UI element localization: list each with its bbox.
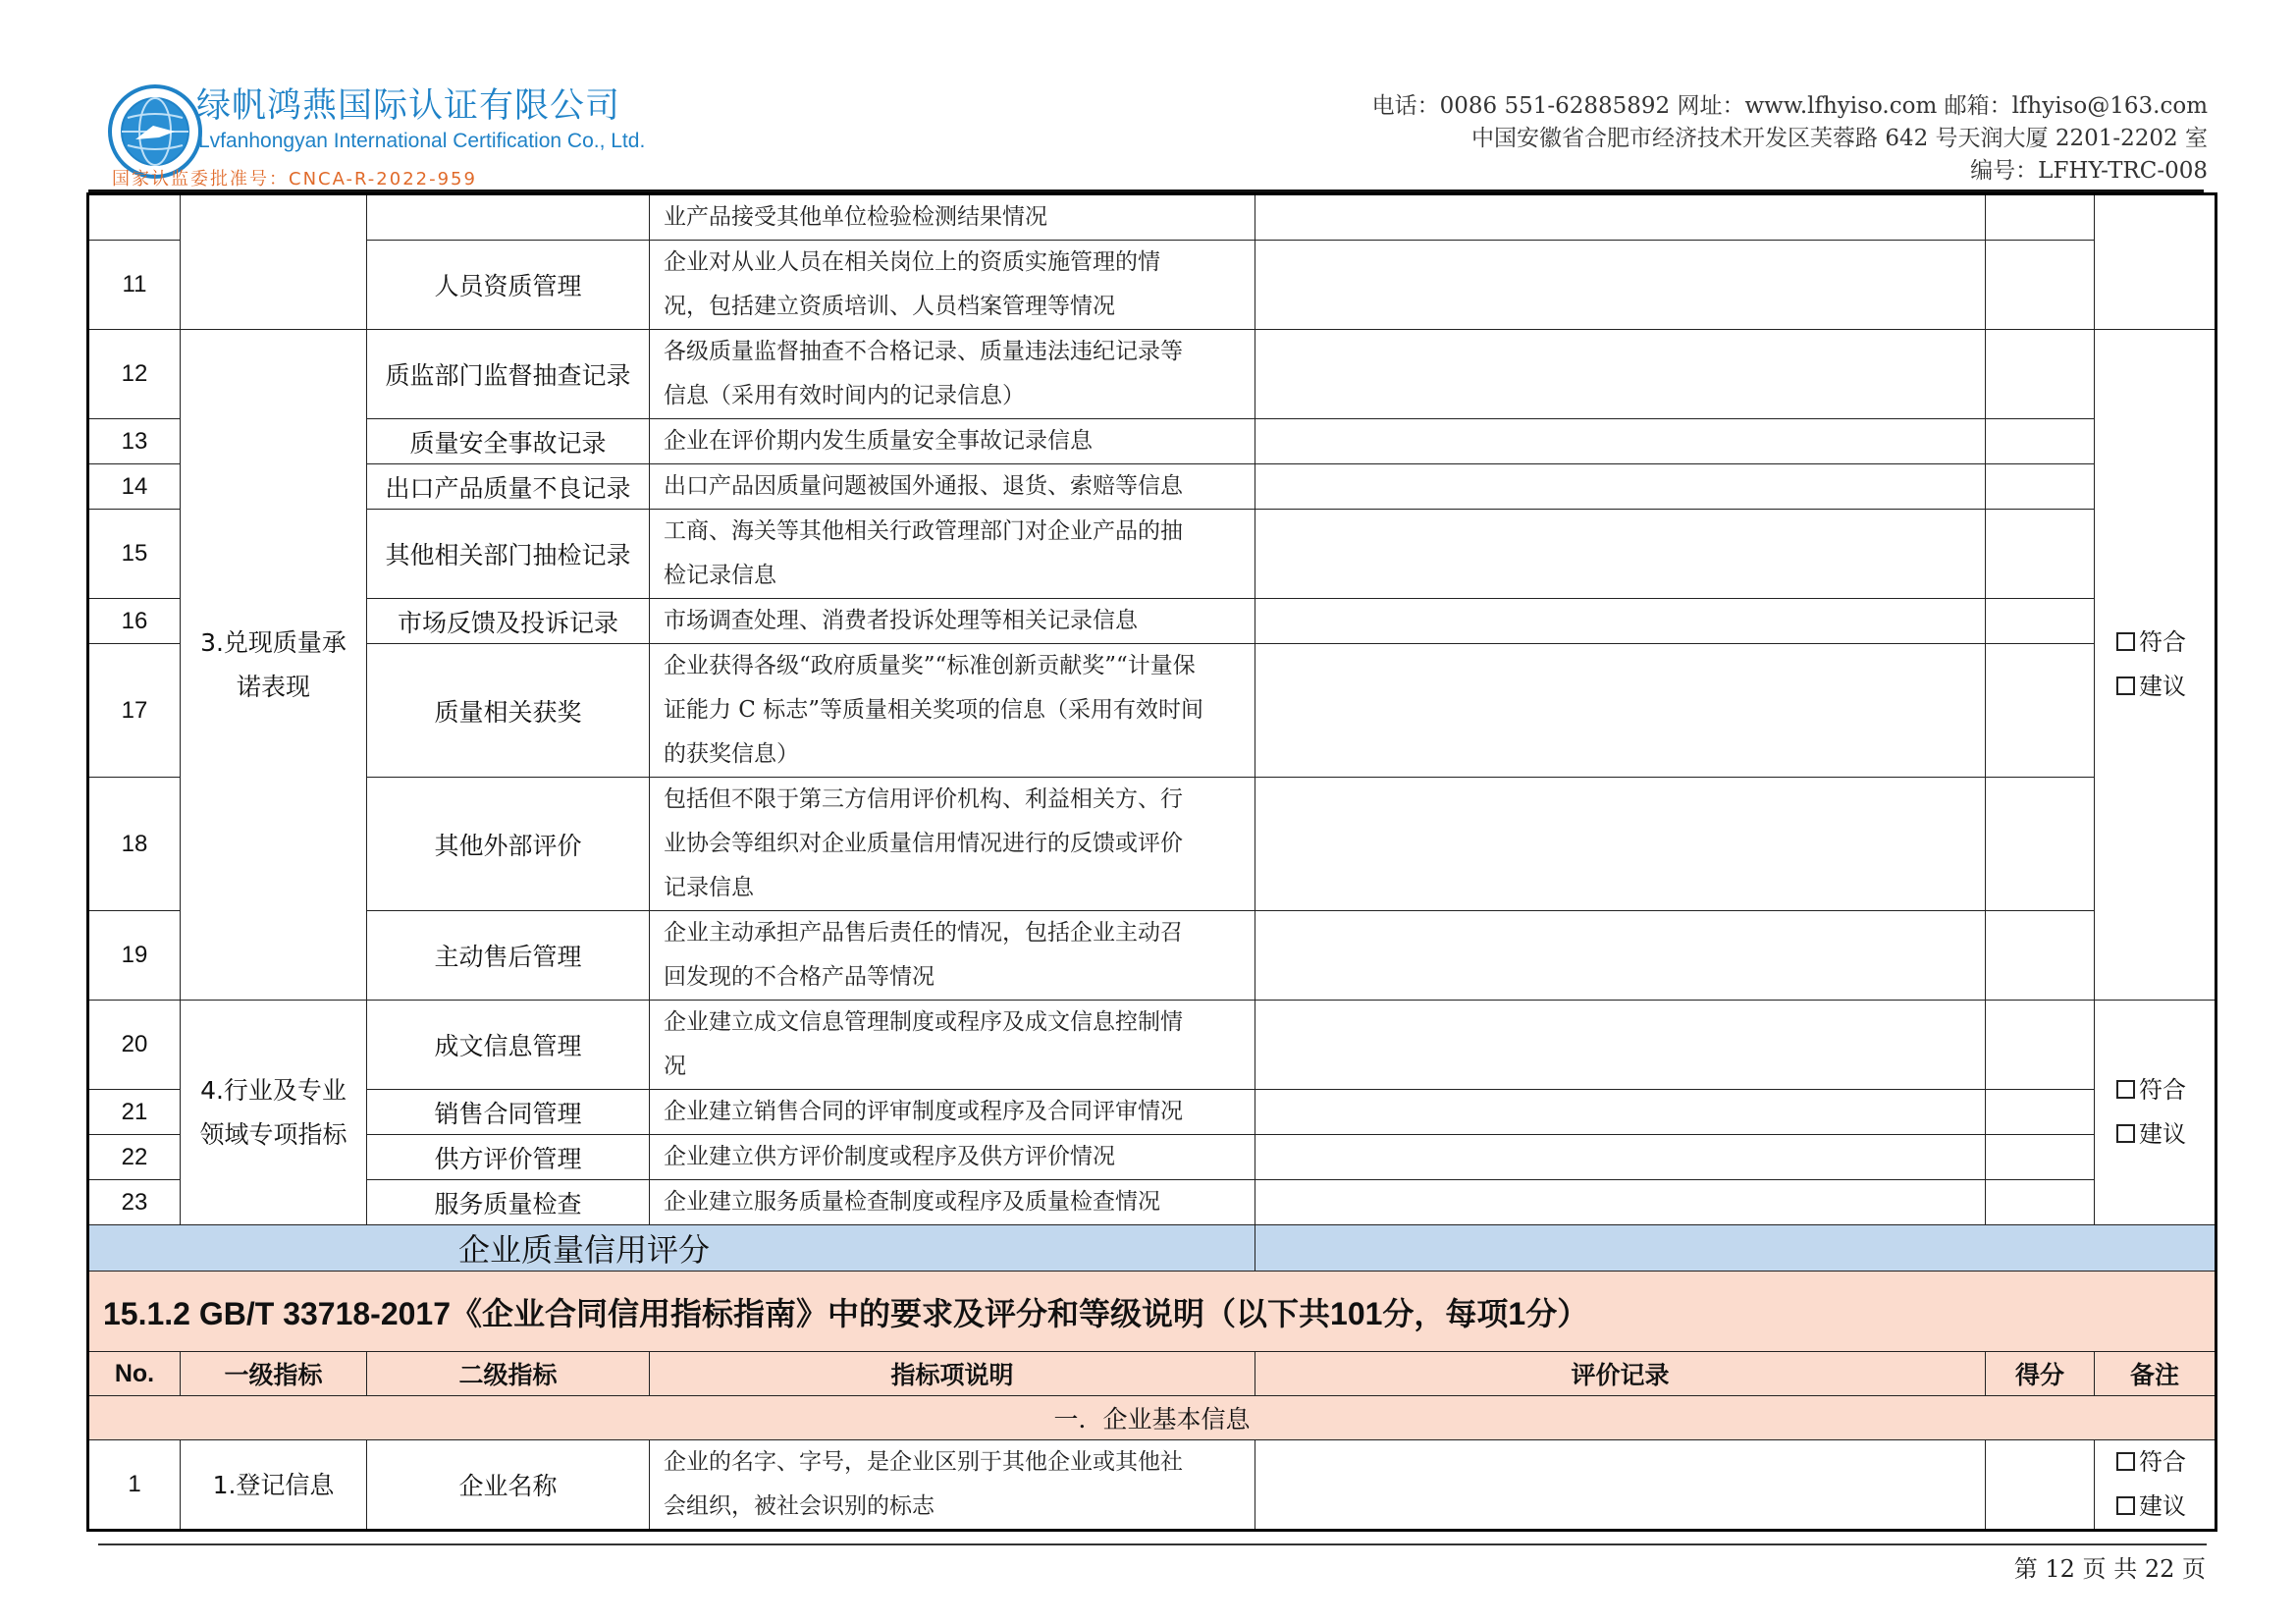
score-cell[interactable] (1986, 194, 2095, 241)
score-cell[interactable] (1986, 644, 2095, 778)
evaluation-record-cell[interactable] (1255, 644, 1986, 778)
table-row (88, 599, 2216, 644)
col-header-score: 得分 (1986, 1352, 2095, 1396)
conform-checkbox[interactable]: 符合 (2116, 1440, 2215, 1485)
evaluation-record-cell[interactable] (1255, 241, 1986, 330)
row-number (88, 194, 181, 241)
indicator-description: 出口产品因质量问题被国外通报、退货、索赔等信息 (650, 464, 1255, 510)
indicator-description: 市场调查处理、消费者投诉处理等相关记录信息 (650, 599, 1255, 644)
company-name-cn: 绿帆鸿燕国际认证有限公司 (196, 86, 621, 126)
level2-cell: 企业名称 (367, 1440, 650, 1531)
approval-number: 国家认监委批准号：CNCA-R-2022-959 (112, 169, 477, 189)
level2-cell (367, 194, 650, 241)
level1-cell: 1.登记信息 (181, 1440, 367, 1531)
evaluation-record-cell[interactable] (1255, 1001, 1986, 1090)
col-header-description: 指标项说明 (650, 1352, 1255, 1396)
conform-checkbox[interactable]: 符合 (2116, 621, 2215, 665)
score-cell[interactable] (1986, 1180, 2095, 1225)
level2-cell: 其他相关部门抽检记录 (367, 510, 650, 599)
evaluation-record-cell[interactable] (1255, 194, 1986, 241)
row-number: 22 (88, 1135, 181, 1180)
score-cell[interactable] (1986, 330, 2095, 419)
company-logo (106, 75, 646, 190)
row-number: 21 (88, 1090, 181, 1135)
evaluation-record-cell[interactable] (1255, 1180, 1986, 1225)
indicator-description: 企业建立服务质量检查制度或程序及质量检查情况 (650, 1180, 1255, 1225)
score-cell[interactable] (1986, 1440, 2095, 1531)
section-title: 一．企业基本信息 (88, 1396, 2216, 1440)
level2-cell: 出口产品质量不良记录 (367, 464, 650, 510)
suggest-checkbox[interactable]: 建议 (2116, 1112, 2215, 1157)
indicator-description: 业产品接受其他单位检验检测结果情况 (650, 194, 1255, 241)
table-row (88, 644, 2216, 778)
remark-cell (2095, 330, 2216, 1001)
row-number: 16 (88, 599, 181, 644)
indicator-description: 企业主动承担产品售后责任的情况，包括企业主动召 回发现的不合格产品等情况 (650, 911, 1255, 1001)
indicator-description: 包括但不限于第三方信用评价机构、利益相关方、行 业协会等组织对企业质量信用情况进行的反馈或评价 记录信息 (650, 778, 1255, 911)
checkbox-icon (2116, 1080, 2135, 1099)
table-row (88, 330, 2216, 419)
score-cell[interactable] (1986, 778, 2095, 911)
level2-cell: 销售合同管理 (367, 1090, 650, 1135)
evaluation-record-cell[interactable] (1255, 911, 1986, 1001)
indicator-description: 企业建立销售合同的评审制度或程序及合同评审情况 (650, 1090, 1255, 1135)
score-cell[interactable] (1986, 1001, 2095, 1090)
score-cell[interactable] (1986, 599, 2095, 644)
table-row (88, 241, 2216, 330)
footer-divider (98, 1543, 2207, 1545)
row-number: 12 (88, 330, 181, 419)
indicator-description: 各级质量监督抽查不合格记录、质量违法违纪记录等 信息（采用有效时间内的记录信息） (650, 330, 1255, 419)
level1-cell (181, 194, 367, 330)
table-row (88, 1440, 2216, 1531)
col-header-level1: 一级指标 (181, 1352, 367, 1396)
indicator-description: 工商、海关等其他相关行政管理部门对企业产品的抽 检记录信息 (650, 510, 1255, 599)
score-section-blank (1255, 1225, 2216, 1272)
score-cell[interactable] (1986, 464, 2095, 510)
col-header-remark: 备注 (2095, 1352, 2216, 1396)
indicator-description: 企业建立成文信息管理制度或程序及成文信息控制情 况 (650, 1001, 1255, 1090)
page-number: 第 12 页 共 22 页 (2013, 1555, 2206, 1583)
suggest-checkbox[interactable]: 建议 (2116, 1485, 2215, 1529)
table-row (88, 510, 2216, 599)
standard-title: 15.1.2 GB/T 33718-2017《企业合同信用指标指南》中的要求及评分和等级说明（以下共101分，每项1分） (88, 1272, 2216, 1352)
row-number: 18 (88, 778, 181, 911)
level2-cell: 人员资质管理 (367, 241, 650, 330)
table-row (88, 194, 2216, 241)
level1-cell: 4.行业及专业 领域专项指标 (181, 1001, 367, 1225)
company-name-en: Lvfanhongyan International Certification Co., Ltd. (198, 130, 646, 152)
checkbox-icon (2116, 632, 2135, 651)
table-row (88, 1090, 2216, 1135)
col-header-no: No. (88, 1352, 181, 1396)
indicator-description: 企业对从业人员在相关岗位上的资质实施管理的情 况，包括建立资质培训、人员档案管理等情况 (650, 241, 1255, 330)
score-cell[interactable] (1986, 911, 2095, 1001)
level2-cell: 质监部门监督抽查记录 (367, 330, 650, 419)
level2-cell: 质量安全事故记录 (367, 419, 650, 464)
indicator-description: 企业建立供方评价制度或程序及供方评价情况 (650, 1135, 1255, 1180)
column-header-row (88, 1352, 2216, 1396)
table-row (88, 911, 2216, 1001)
table-row (88, 1135, 2216, 1180)
table-row (88, 778, 2216, 911)
evaluation-record-cell[interactable] (1255, 1440, 1986, 1531)
level2-cell: 其他外部评价 (367, 778, 650, 911)
section-row (88, 1396, 2216, 1440)
row-number: 23 (88, 1180, 181, 1225)
evaluation-record-cell[interactable] (1255, 330, 1986, 419)
evaluation-record-cell[interactable] (1255, 510, 1986, 599)
contact-block (1372, 90, 2208, 188)
row-number: 14 (88, 464, 181, 510)
row-number: 15 (88, 510, 181, 599)
evaluation-record-cell[interactable] (1255, 778, 1986, 911)
row-number: 20 (88, 1001, 181, 1090)
level2-cell: 质量相关获奖 (367, 644, 650, 778)
table-row (88, 419, 2216, 464)
score-cell[interactable] (1986, 1135, 2095, 1180)
checkbox-icon (2116, 1452, 2135, 1471)
score-cell[interactable] (1986, 419, 2095, 464)
checkbox-icon (2116, 1496, 2135, 1515)
checkbox-icon (2116, 677, 2135, 695)
level2-cell: 市场反馈及投诉记录 (367, 599, 650, 644)
row-number: 13 (88, 419, 181, 464)
standard-title-row (88, 1272, 2216, 1352)
checkbox-icon (2116, 1124, 2135, 1143)
score-cell[interactable] (1986, 241, 2095, 330)
remark-cell (2095, 1001, 2216, 1225)
indicator-description: 企业获得各级“政府质量奖”“标准创新贡献奖”“计量保 证能力 C 标志”等质量相关奖项的信息（采用有效时间 的获奖信息） (650, 644, 1255, 778)
table-row (88, 1001, 2216, 1090)
row-number: 17 (88, 644, 181, 778)
document-number: 编号：LFHY-TRC-008 (1970, 158, 2208, 184)
level2-cell: 成文信息管理 (367, 1001, 650, 1090)
score-section-title: 企业质量信用评分 (88, 1225, 1255, 1272)
row-number: 11 (88, 241, 181, 330)
col-header-record: 评价记录 (1255, 1352, 1986, 1396)
level2-cell: 供方评价管理 (367, 1135, 650, 1180)
level2-cell: 服务质量检查 (367, 1180, 650, 1225)
row-number: 19 (88, 911, 181, 1001)
table-row (88, 1180, 2216, 1225)
indicator-description: 企业的名字、字号，是企业区别于其他企业或其他社 会组织，被社会识别的标志 (650, 1440, 1255, 1531)
conform-checkbox[interactable]: 符合 (2116, 1068, 2215, 1112)
evaluation-record-cell[interactable] (1255, 419, 1986, 464)
level1-cell: 3.兑现质量承 诺表现 (181, 330, 367, 1001)
evaluation-table (86, 192, 2217, 1532)
remark-cell (2095, 1440, 2216, 1531)
score-cell[interactable] (1986, 510, 2095, 599)
contact-line: 电话：0086 551-62885892 网址：www.lfhyiso.com 邮箱：lfhyiso@163.com (1371, 93, 2208, 119)
evaluation-record-cell[interactable] (1255, 1090, 1986, 1135)
col-header-level2: 二级指标 (367, 1352, 650, 1396)
evaluation-record-cell[interactable] (1255, 464, 1986, 510)
evaluation-record-cell[interactable] (1255, 599, 1986, 644)
indicator-description: 企业在评价期内发生质量安全事故记录信息 (650, 419, 1255, 464)
suggest-checkbox[interactable]: 建议 (2116, 665, 2215, 709)
remark-cell (2095, 194, 2216, 330)
evaluation-record-cell[interactable] (1255, 1135, 1986, 1180)
address-line: 中国安徽省合肥市经济技术开发区芙蓉路 642 号天润大厦 2201-2202 室 (1471, 126, 2208, 151)
table-row (88, 464, 2216, 510)
level2-cell: 主动售后管理 (367, 911, 650, 1001)
score-section-row (88, 1225, 2216, 1272)
score-cell[interactable] (1986, 1090, 2095, 1135)
row-number: 1 (88, 1440, 181, 1531)
